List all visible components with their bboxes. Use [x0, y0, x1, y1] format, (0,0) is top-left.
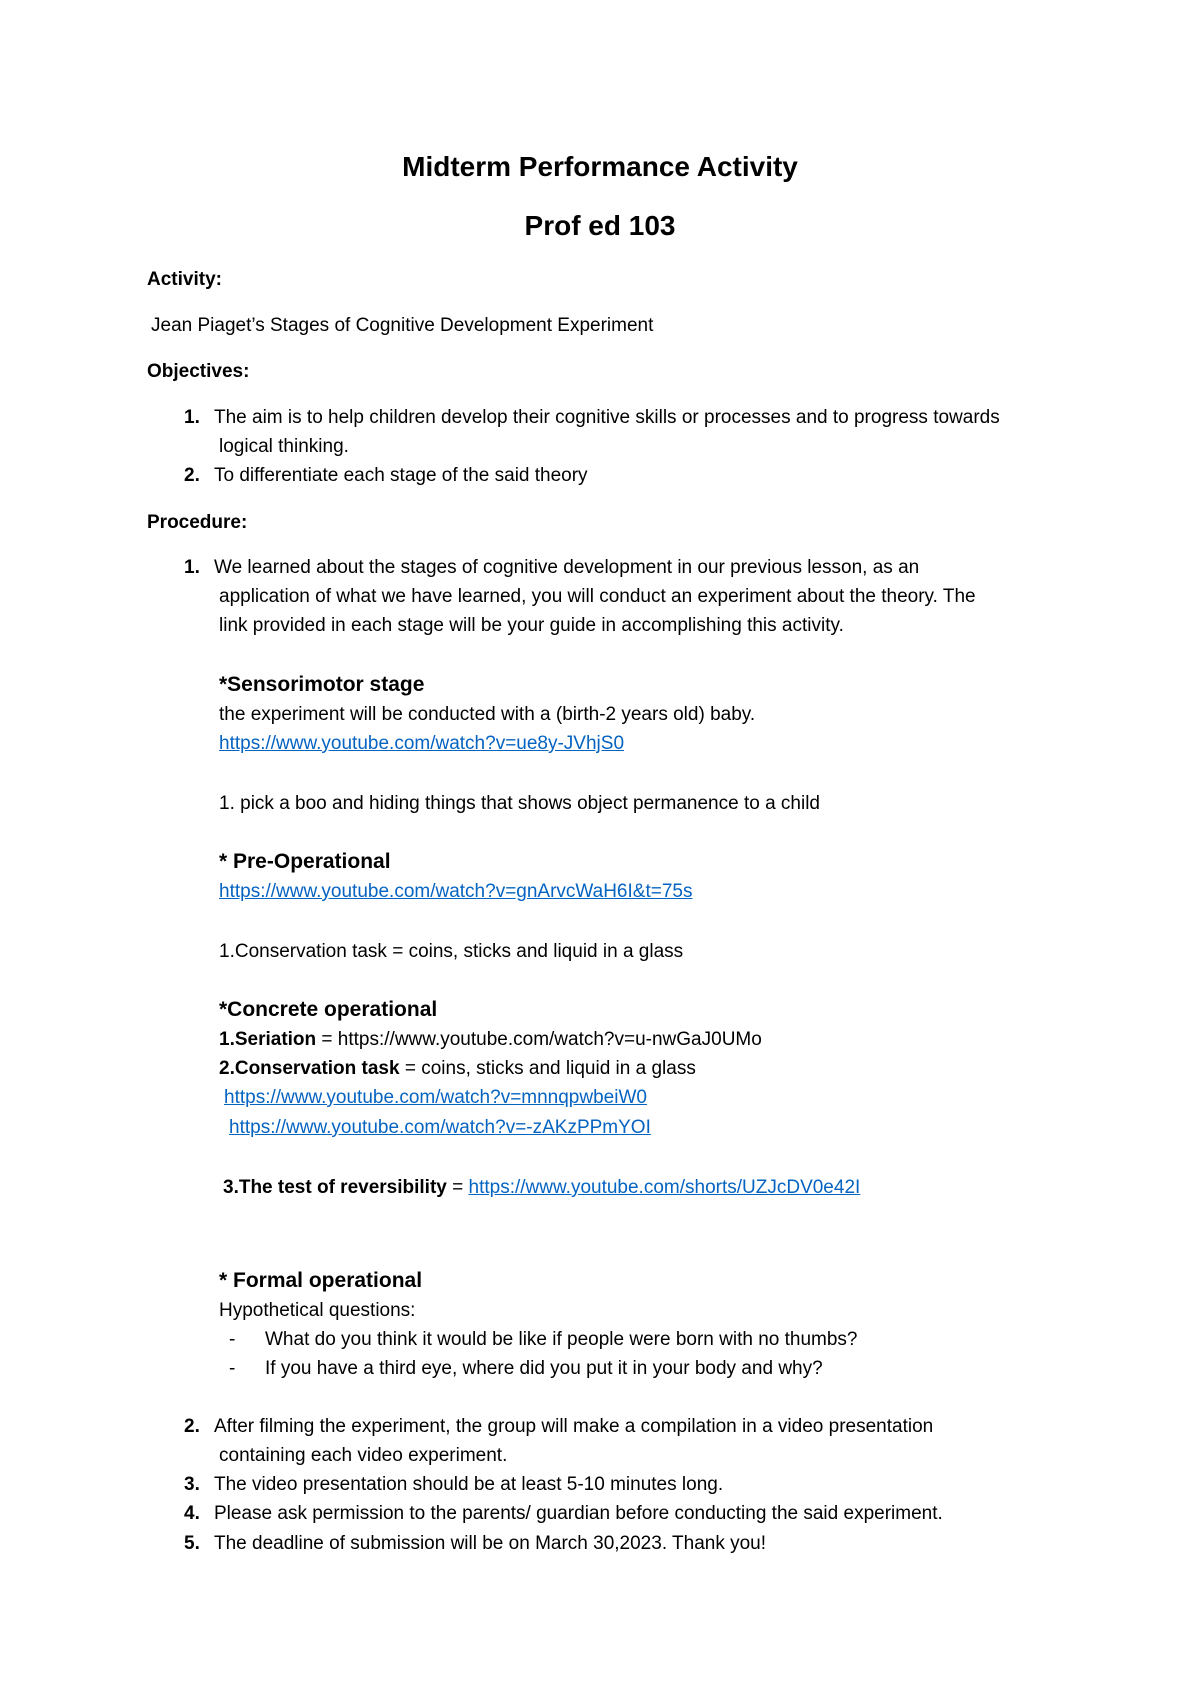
procedure-step: [184, 1531, 766, 1557]
step-text: After filming the experiment, the group will make a compilation in a video presentation: [214, 1416, 934, 1437]
step-text-continued: containing each video experiment.: [219, 1445, 508, 1466]
objectives-label: Objectives:: [147, 361, 250, 382]
seriation-label: 1.Seriation: [219, 1029, 317, 1050]
objective-text-continued: logical thinking.: [219, 436, 349, 457]
procedure-label: Procedure:: [147, 512, 248, 533]
formal-heading: * Formal operational: [219, 1269, 423, 1292]
preoperational-task: 1.Conservation task = coins, sticks and liquid in a glass: [219, 941, 684, 962]
procedure-step: [184, 1414, 933, 1440]
step-text-continued: application of what we have learned, you will conduct an experiment about the theory. The: [219, 586, 976, 607]
objective-text: To differentiate each stage of the said theory: [214, 465, 588, 486]
conservation-video-link[interactable]: https://www.youtube.com/watch?v=-zAKzPPmYOI: [229, 1117, 651, 1138]
objective-number: 2.: [184, 465, 200, 486]
sensorimotor-video-link[interactable]: https://www.youtube.com/watch?v=ue8y-JVhjS0: [219, 733, 625, 754]
seriation-line: [219, 1027, 762, 1053]
conservation-label: 2.Conservation task: [219, 1058, 400, 1079]
reversibility-line: [223, 1175, 860, 1201]
preoperational-heading: * Pre-Operational: [219, 850, 391, 873]
step-number: 2.: [184, 1416, 200, 1437]
procedure-step: [184, 555, 919, 581]
step-text: Please ask permission to the parents/ guardian before conducting the said experiment.: [214, 1503, 943, 1524]
objective-item: [184, 463, 588, 489]
page-title: Midterm Performance Activity: [402, 151, 798, 182]
activity-text: Jean Piaget’s Stages of Cognitive Development Experiment: [151, 315, 654, 336]
bullet-dash: -: [229, 1329, 236, 1350]
procedure-step: [184, 1501, 943, 1527]
concrete-heading: *Concrete operational: [219, 998, 438, 1021]
objective-text: The aim is to help children develop their cognitive skills or processes and to progress towards: [214, 407, 1000, 428]
conservation-video-link[interactable]: https://www.youtube.com/watch?v=mnnqpwbeiW0: [224, 1087, 647, 1108]
step-number: 5.: [184, 1533, 200, 1554]
step-text: We learned about the stages of cognitive development in our previous lesson, as an: [214, 557, 920, 578]
sensorimotor-heading: *Sensorimotor stage: [219, 673, 425, 696]
sensorimotor-task: 1. pick a boo and hiding things that shows object permanence to a child: [219, 793, 820, 814]
question-text: If you have a third eye, where did you put it in your body and why?: [265, 1358, 823, 1379]
reversibility-video-link[interactable]: https://www.youtube.com/shorts/UZJcDV0e42I: [468, 1177, 861, 1198]
bullet-dash: -: [229, 1358, 236, 1379]
question-text: What do you think it would be like if people were born with no thumbs?: [265, 1329, 858, 1350]
step-number: 1.: [184, 557, 200, 578]
objective-item: [184, 405, 1000, 431]
procedure-step: [184, 1472, 723, 1498]
preoperational-video-link[interactable]: https://www.youtube.com/watch?v=gnArvcWaH6I&t=75s: [219, 881, 693, 902]
reversibility-label: 3.The test of reversibility: [223, 1177, 447, 1198]
activity-label: Activity:: [147, 269, 222, 290]
reversibility-equals: =: [446, 1177, 469, 1198]
seriation-text: = https://www.youtube.com/watch?v=u-nwGaJ0UMo: [316, 1029, 762, 1050]
step-text: The deadline of submission will be on March 30,2023. Thank you!: [214, 1533, 767, 1554]
step-number: 4.: [184, 1503, 200, 1524]
step-text: The video presentation should be at least 5-10 minutes long.: [214, 1474, 724, 1495]
conservation-line: [219, 1056, 696, 1082]
page-subtitle: Prof ed 103: [524, 210, 676, 241]
step-text-continued: link provided in each stage will be your guide in accomplishing this activity.: [219, 615, 844, 636]
formal-question: [229, 1356, 823, 1382]
formal-question: [229, 1327, 858, 1353]
step-number: 3.: [184, 1474, 200, 1495]
sensorimotor-description: the experiment will be conducted with a (birth-2 years old) baby.: [219, 704, 756, 725]
objective-number: 1.: [184, 407, 200, 428]
formal-description: Hypothetical questions:: [219, 1300, 416, 1321]
conservation-text: = coins, sticks and liquid in a glass: [399, 1058, 696, 1079]
